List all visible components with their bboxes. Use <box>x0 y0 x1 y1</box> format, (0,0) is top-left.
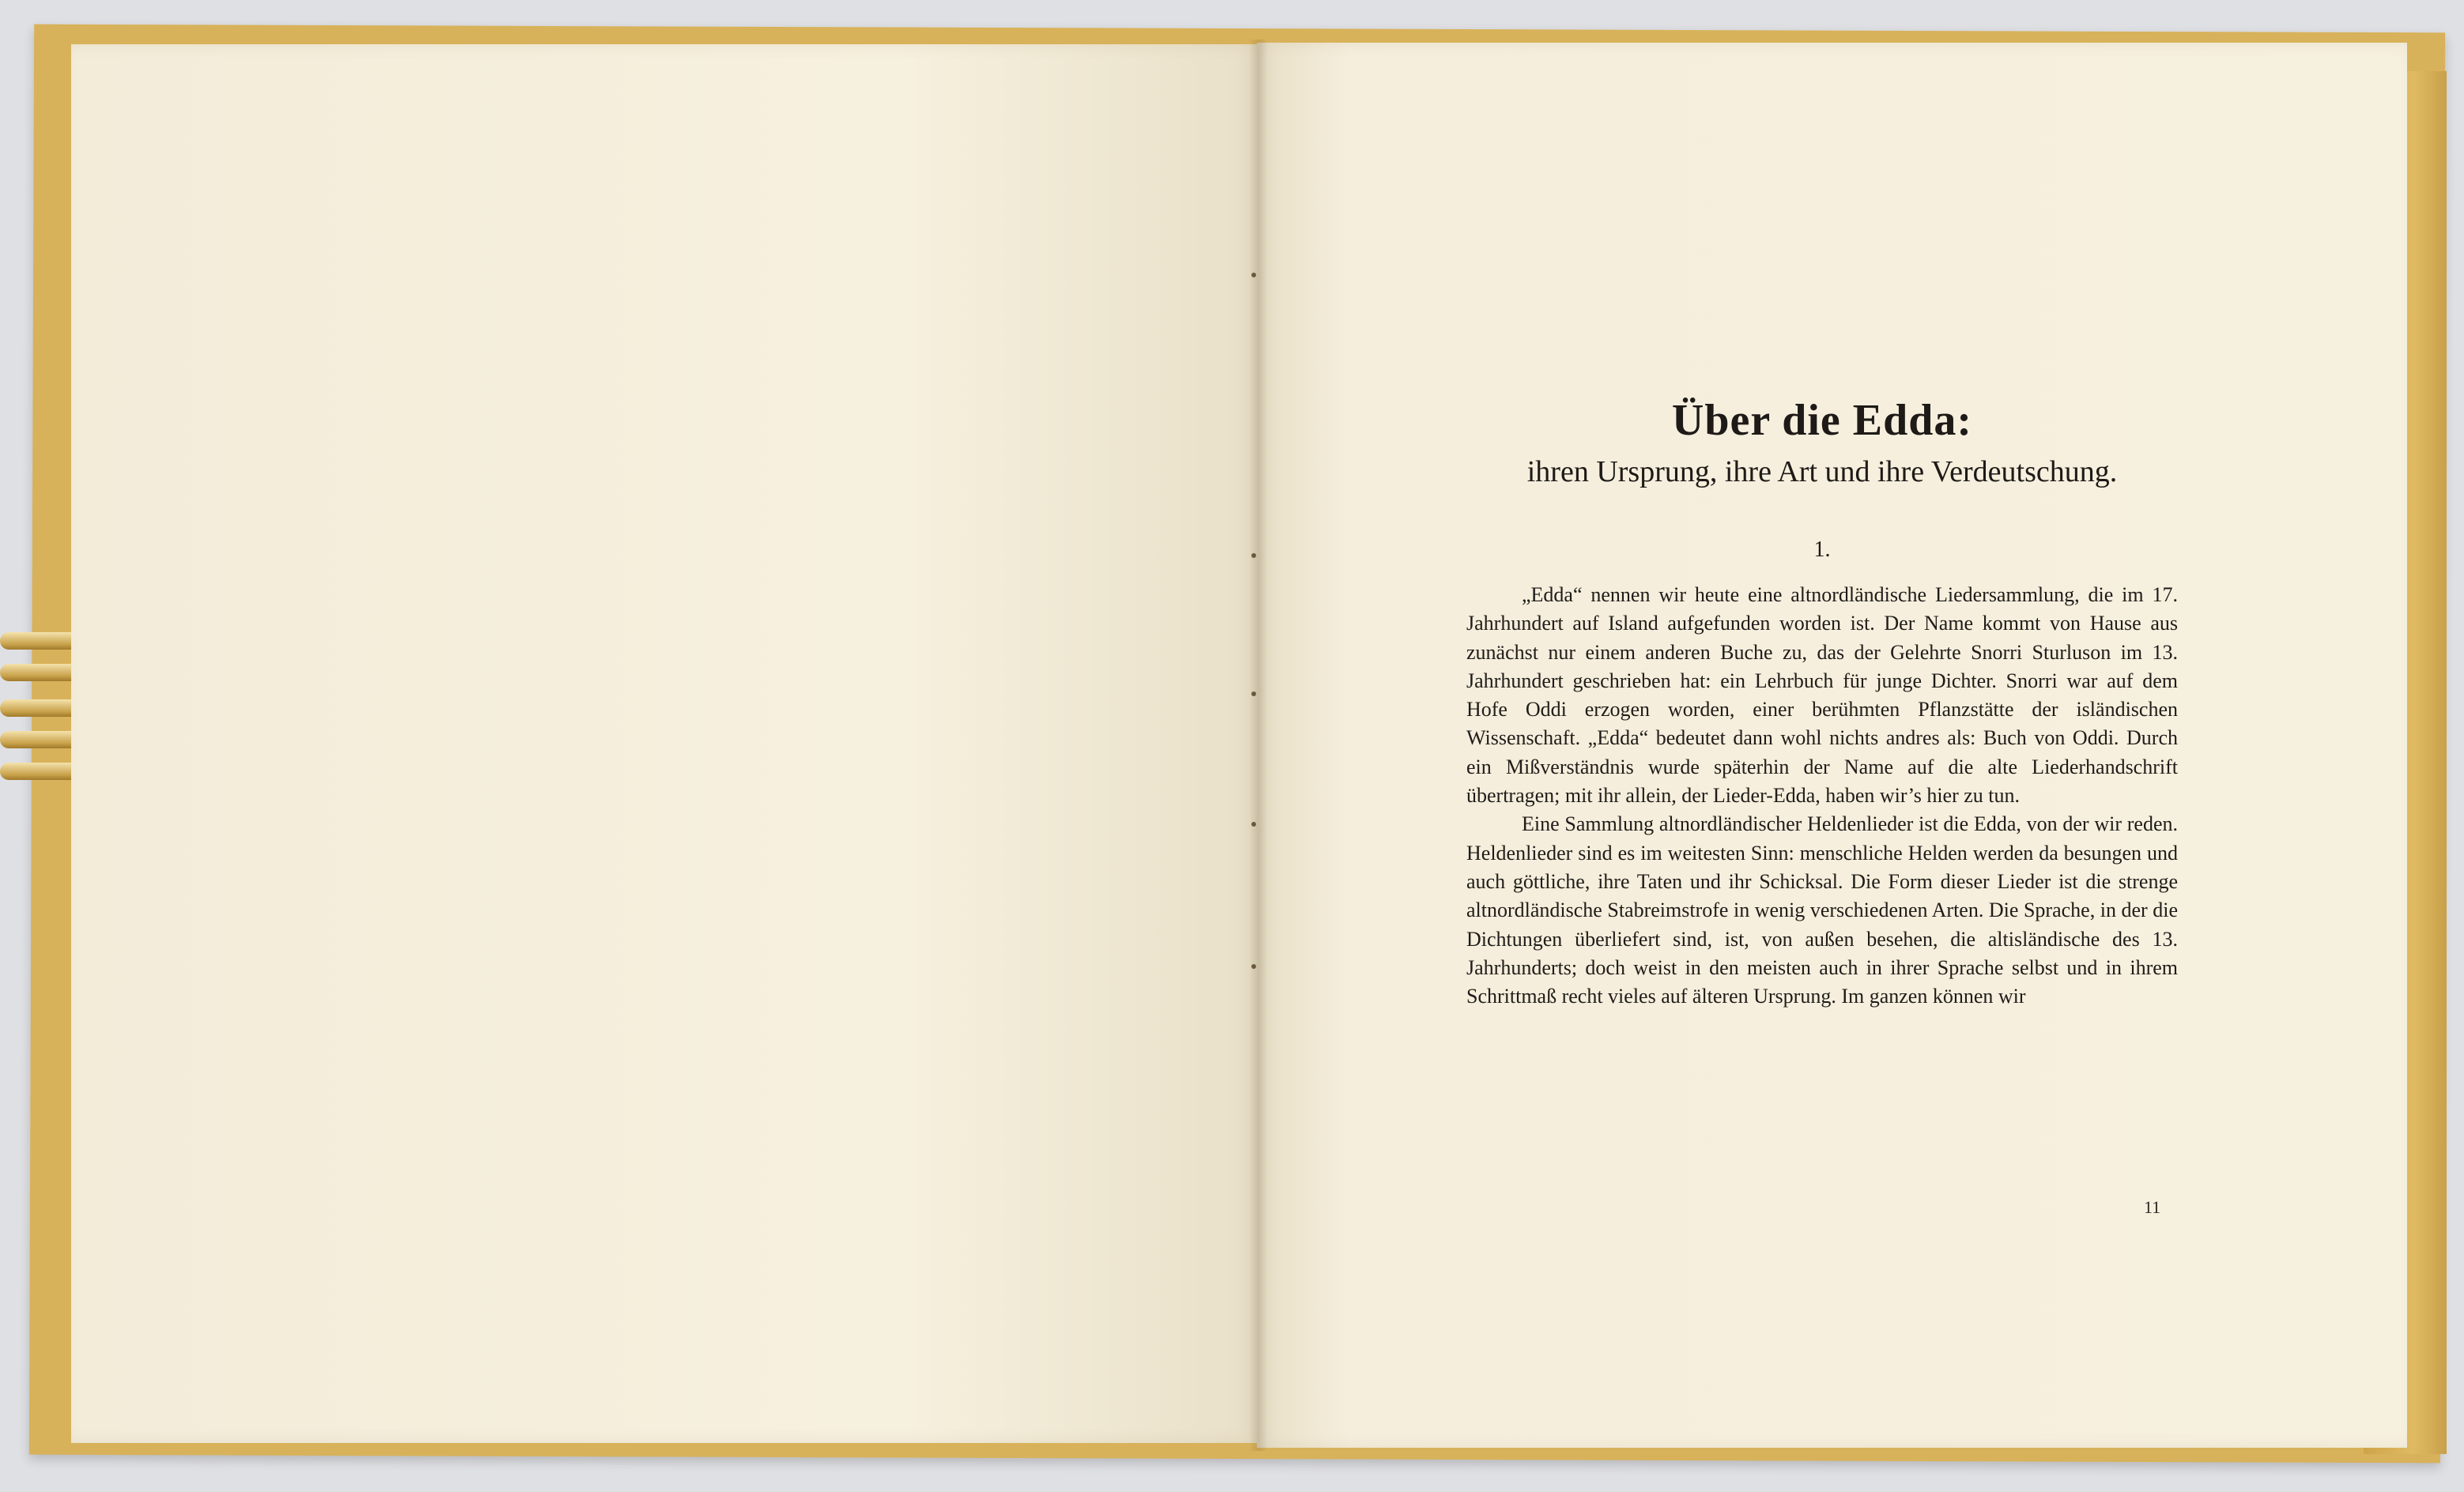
section-number: 1. <box>1813 537 1831 562</box>
chapter-subtitle: ihren Ursprung, ihre Art und ihre Verdeutschung. <box>1526 455 2118 488</box>
binding-stitch <box>1251 553 1256 558</box>
binding-stitch <box>1251 691 1256 696</box>
left-page <box>71 44 1257 1443</box>
paragraph: „Edda“ nennen wir heute eine altnordländische Liedersammlung, die im 17. Jahrhundert auf Island aufgefunden worden ist. Der Name kommt von Hause aus zunächst nur einem anderen Buche zu, das der Gelehrte Snorri Sturluson im 13. Jahrhundert geschrieben hat: ein Lehrbuch für junge Dichter. Snorri war auf dem Hofe Oddi erzogen worden, einer berühmten Pflanzstätte der isländischen Wissenschaft. „Edda“ bedeutet dann wohl nichts andres als: Buch von Oddi. Durch ein Mißverständnis wurde späterhin der Name auf die alte Liederhandschrift übertragen; mit ihr allein, der Lieder-Edda, haben wir’s hier zu tun. <box>1466 583 2178 808</box>
body-text <box>1466 581 2178 1011</box>
book-gutter <box>1249 40 1268 1451</box>
binding-stitch <box>1251 964 1256 969</box>
page-number: 11 <box>2144 1197 2161 1217</box>
binding-stitch <box>1251 822 1256 827</box>
paragraph: Eine Sammlung altnordländischer Heldenlieder ist die Edda, von der wir reden. Heldenlieder sind es im weitesten Sinn: menschliche Helden werden da besungen und auch göttliche, ihre Taten und ihr Schicksal. Die Form dieser Lieder ist die strenge altnordländische Stabreimstrofe in wenig verschiedenen Arten. Die Sprache, in der die Dichtungen überliefert sind, ist, von außen besehen, die altisländische des 13. Jahrhunderts; doch weist in den meisten auch in ihrer Sprache selbst und in ihrem Schrittmaß recht vieles auf älteren Ursprung. Im ganzen können wir <box>1466 812 2178 1008</box>
chapter-title: Über die Edda: <box>1671 396 1973 445</box>
binding-stitch <box>1251 273 1256 277</box>
